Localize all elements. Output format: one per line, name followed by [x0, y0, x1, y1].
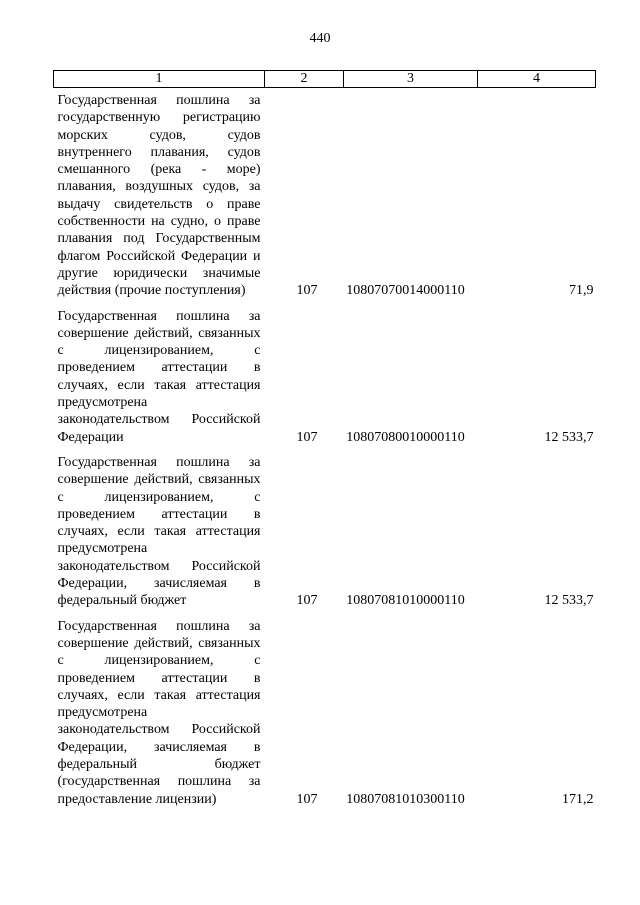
header-col-2: 2 [265, 71, 344, 88]
row-name: Государственная пошлина за государственную регистрацию морских судов, судов внутреннего плавания, судов смешанного (река - море) плавания, воздушных судов, за выдачу свидетельств о праве собственности на судно, о праве плавания под Государственным флагом Российской Федерации и другие юридически значимые действия (прочие поступления) [57, 93, 261, 299]
table-row [54, 454, 596, 610]
header-col-3: 3 [344, 71, 478, 88]
page-number: 440 [309, 31, 331, 46]
row-budget-code: 10807081010300110 [346, 791, 465, 807]
row-admin-code: 107 [296, 791, 318, 807]
header-col-4: 4 [478, 71, 596, 88]
row-name: Государственная пошлина за совершение действий, связанных с лицензированием, с проведением аттестации в случаях, если такая аттестация предусмотрена законодательством Российской Федерации, зачисляемая в федеральный бюджет (государственная пошлина за предоставление лицензии) [57, 618, 261, 807]
budget-table [53, 70, 596, 808]
row-amount: 12 533,7 [544, 593, 594, 609]
row-spacer [54, 446, 596, 454]
row-spacer [54, 300, 596, 308]
row-admin-code: 107 [296, 429, 318, 445]
header-row [54, 71, 596, 88]
row-name: Государственная пошлина за совершение действий, связанных с лицензированием, с проведением аттестации в случаях, если такая аттестация предусмотрена законодательством Российской Федерации [57, 308, 261, 445]
row-budget-code: 10807080010000110 [346, 429, 465, 445]
row-admin-code: 107 [296, 593, 318, 609]
header-col-1: 1 [54, 71, 265, 88]
table-body [54, 88, 596, 808]
table-header [54, 71, 596, 88]
row-budget-code: 10807081010000110 [346, 593, 465, 609]
row-name: Государственная пошлина за совершение действий, связанных с лицензированием, с проведением аттестации в случаях, если такая аттестация предусмотрена законодательством Российской Федерации, зачисляемая в федеральный бюджет [57, 454, 261, 609]
row-admin-code: 107 [296, 283, 318, 299]
row-amount: 71,9 [569, 283, 594, 299]
row-budget-code: 10807070014000110 [346, 283, 465, 299]
table-row [54, 88, 596, 300]
row-amount: 171,2 [562, 791, 594, 807]
row-spacer [54, 610, 596, 618]
table-row [54, 618, 596, 808]
table-row [54, 308, 596, 446]
row-amount: 12 533,7 [544, 429, 594, 445]
